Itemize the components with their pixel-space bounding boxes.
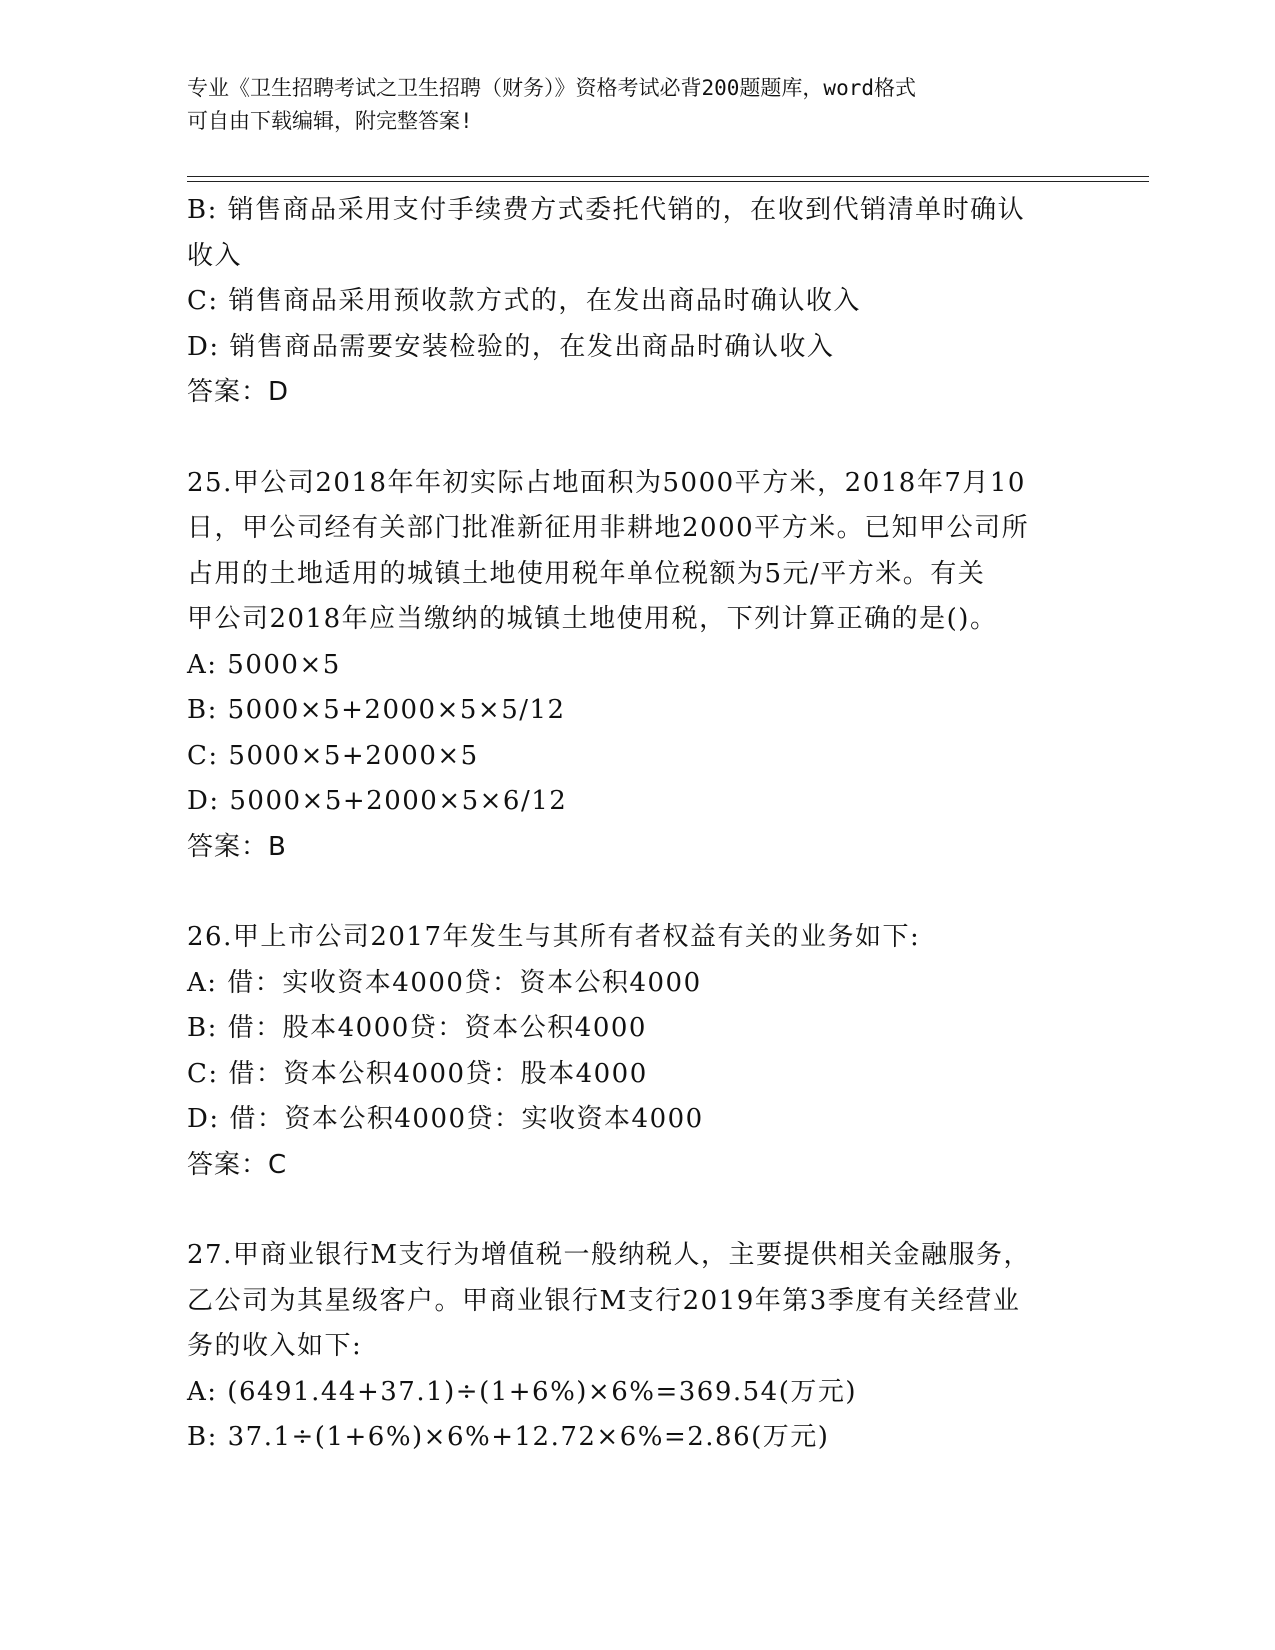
q24-answer: 答案：D <box>187 377 290 407</box>
q26-answer: 答案：C <box>187 1149 288 1180</box>
q25-answer: 答案：B <box>187 831 287 862</box>
header-divider-bottom <box>187 181 1149 182</box>
q26-option-b: B: 借：股本4000贷：资本公积4000 <box>187 1013 647 1043</box>
q25-stem-line-3: 占用的土地适用的城镇土地使用税年单位税额为5元/平方米。有关 <box>187 558 986 589</box>
spacer <box>187 416 1087 461</box>
q24-option-c: C: 销售商品采用预收款方式的，在发出商品时确认收入 <box>187 286 861 316</box>
q25-option-c: C: 5000×5+2000×5 <box>187 740 479 771</box>
q24-option-b-line-2: 收入 <box>187 240 243 271</box>
q25-option-a: A: 5000×5 <box>187 649 341 680</box>
q26-option-d: D: 借：资本公积4000贷：实收资本4000 <box>187 1104 704 1134</box>
q27-stem-line-2: 乙公司为其星级客户。甲商业银行M支行2019年第3季度有关经营业 <box>187 1285 1021 1316</box>
spacer <box>187 870 1087 915</box>
header-title-line-2: 可自由下载编辑，附完整答案! <box>187 109 473 133</box>
document-body <box>187 188 1087 1461</box>
q25-stem-line-1: 25.甲公司2018年年初实际占地面积为5000平方米，2018年7月10 <box>187 467 1026 498</box>
q27-stem-line-1: 27.甲商业银行M支行为增值税一般纳税人，主要提供相关金融服务， <box>187 1240 1031 1270</box>
q27-stem-line-3: 务的收入如下: <box>187 1331 363 1361</box>
q26-option-a: A: 借：实收资本4000贷：资本公积4000 <box>187 967 702 998</box>
spacer <box>187 1188 1087 1233</box>
q25-option-b: B: 5000×5+2000×5×5/12 <box>187 695 566 725</box>
q25-stem-line-4: 甲公司2018年应当缴纳的城镇土地使用税，下列计算正确的是()。 <box>187 604 998 634</box>
q27-option-b: B: 37.1÷(1+6%)×6%+12.72×6%=2.86(万元) <box>187 1422 830 1452</box>
q27-option-a: A: (6491.44+37.1)÷(1+6%)×6%=369.54(万元) <box>187 1376 858 1407</box>
q24-option-b-line-1: B: 销售商品采用支付手续费方式委托代销的，在收到代销清单时确认 <box>187 195 1026 225</box>
q26-option-c: C: 借：资本公积4000贷：股本4000 <box>187 1058 648 1089</box>
q25-stem-line-2: 日，甲公司经有关部门批准新征用非耕地2000平方米。已知甲公司所 <box>187 513 1030 543</box>
document-header <box>187 72 1087 138</box>
header-divider-top <box>187 176 1149 177</box>
q26-stem-line-1: 26.甲上市公司2017年发生与其所有者权益有关的业务如下: <box>187 922 921 952</box>
q25-option-d: D: 5000×5+2000×5×6/12 <box>187 786 568 816</box>
q24-option-d: D: 销售商品需要安装检验的，在发出商品时确认收入 <box>187 331 835 362</box>
header-title-line-1: 专业《卫生招聘考试之卫生招聘（财务）》资格考试必背200题题库，word格式 <box>187 76 916 100</box>
